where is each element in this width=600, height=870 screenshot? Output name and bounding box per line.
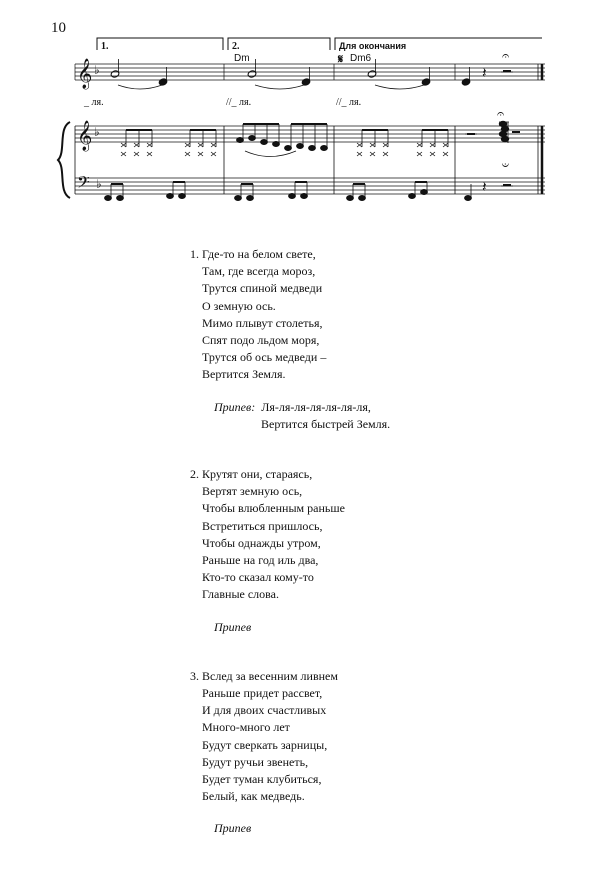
svg-text:𝄐: 𝄐 [502,48,510,63]
piano-bass-staff [75,178,545,194]
verse-line: 1. Где-то на белом свете, [190,247,316,261]
chord-symbol-dm: Dm [234,53,250,64]
svg-text:𝄽: 𝄽 [482,66,487,82]
verse-3 [190,668,582,806]
svg-text:𝄢: 𝄢 [77,174,90,196]
lyrics-section [190,246,582,870]
verse-line: Спят подо льдом моря, [202,333,320,348]
verse-1 [190,246,582,384]
page-number: 10 [51,20,66,36]
verse-line: 3. Вслед за весенним ливнем [190,668,338,683]
vocal-notes [110,59,513,89]
chorus-line: Вертится быстрей Земля. [261,416,391,431]
volta-label-2: 2. [232,41,240,52]
verse-line: Раньше на год иль два, [202,553,319,568]
vocal-staff [75,64,545,80]
verse-2 [190,466,582,604]
verse-line: Раньше придет рассвет, [202,686,323,701]
verse-line: Там, где всегда мороз, [202,264,316,279]
piano-barlines [75,126,542,194]
fermata-icon [502,48,509,63]
verse-line: Вертят земную ось, [202,484,303,499]
piano-fermata-bottom-icon [502,158,509,173]
verse-line: Трутся об ось медведи – [202,350,327,365]
svg-text:𝄽: 𝄽 [482,180,487,196]
volta-brackets [97,38,542,52]
verse-line: Чтобы влюбленным раньше [202,501,345,516]
lyric-syllable-2: //_ ля. [226,97,252,108]
verse-line: Чтобы однажды утром, [202,535,321,550]
volta-label-ending: Для окончания [339,41,407,51]
verse-line: Будут сверкать зарницы, [202,737,328,752]
verse-line: Будут ручьи звенеть, [202,754,309,769]
verse-line: И для двоих счастливых [202,703,327,718]
bass-key-signature-flat: ♭ [96,177,102,191]
verse-line: Много-много лет [202,720,290,735]
svg-text:𝄐: 𝄐 [501,158,509,173]
svg-text:𝄋: 𝄋 [338,52,344,66]
chorus [214,399,582,433]
lyric-syllable-3: //_ ля. [336,97,362,108]
chorus-line: Ля-ля-ля-ля-ля-ля-ля, [261,399,371,414]
verse-line: Кто-то сказал кому-то [202,570,314,585]
bass-clef-icon [77,174,90,196]
volta-label-1: 1. [101,41,109,52]
verse-line: Вертится Земля. [202,367,286,382]
grand-staff-brace-icon [58,122,70,198]
piano-key-signature-flat: ♭ [94,125,100,139]
verse-line: Мимо плывут столетья, [202,315,323,330]
lyric-syllable-1: _ ля. [84,97,104,108]
verse-line: Будет туман клубиться, [202,772,322,787]
verse-line: Трутся спиной медведи [202,281,323,296]
piano-right-hand-chords [121,121,520,156]
chorus-label: Припев: [214,399,256,414]
verse-line: Встретиться пришлось, [202,518,323,533]
verse-line: О земную ось. [202,298,276,313]
piano-treble-clef-icon [77,120,92,152]
svg-text:𝄞: 𝄞 [77,121,93,150]
verse-line: Главные слова. [202,587,279,602]
verse-line: Белый, как медведь. [202,789,305,804]
piano-fermata-top-icon [497,106,504,121]
svg-text:𝄞: 𝄞 [77,59,93,88]
treble-clef-icon [77,58,92,90]
key-signature-flat: ♭ [94,63,100,77]
svg-text:𝄐: 𝄐 [497,106,505,121]
music-score [0,0,600,215]
chorus-reference: Припев [214,619,252,634]
verse-line: 2. Крутят они, стараясь, [190,467,313,482]
chord-symbol-dm6: Dm6 [350,53,372,64]
chorus-reference: Припев [214,821,252,836]
